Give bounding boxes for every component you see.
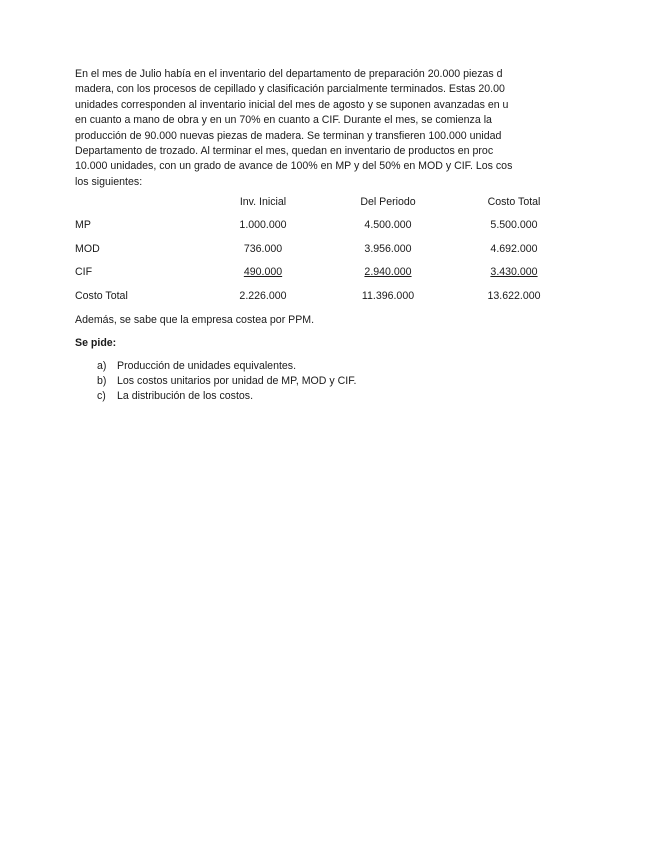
table-row xyxy=(75,219,540,242)
cell-value: 3.956.000 xyxy=(364,242,412,255)
table-row xyxy=(75,266,540,289)
header-inv-inicial: Inv. Inicial xyxy=(239,196,287,208)
cell-value: 4.692.000 xyxy=(490,242,538,255)
cell-value: 2.940.000 xyxy=(364,266,412,279)
row-label: CIF xyxy=(75,266,93,279)
row-label: MP xyxy=(75,219,91,232)
paragraph-line: unidades corresponden al inventario inicial del mes de agosto y se suponen avanzadas en u xyxy=(75,98,509,111)
list-text: Los costos unitarios por unidad de MP, MOD y CIF. xyxy=(117,375,357,388)
row-label: MOD xyxy=(75,242,100,255)
method-note: Además, se sabe que la empresa costea por PPM. xyxy=(75,314,315,326)
row-label: Costo Total xyxy=(75,289,128,302)
cell-value: 3.430.000 xyxy=(490,266,538,279)
cell-value: 736.000 xyxy=(243,242,283,255)
list-marker: a) xyxy=(97,360,107,372)
list-marker: c) xyxy=(97,390,106,403)
list-marker: b) xyxy=(97,375,107,388)
problem-paragraph xyxy=(75,67,540,190)
paragraph-line: Departamento de trozado. Al terminar el mes, quedan en inventario de productos en proc xyxy=(75,144,494,157)
paragraph-line: En el mes de Julio había en el inventario del departamento de preparación 20.000 piezas d xyxy=(75,68,503,80)
paragraph-line: los siguientes: xyxy=(75,175,143,188)
list-text: Producción de unidades equivalentes. xyxy=(117,360,297,372)
cell-value: 2.226.000 xyxy=(239,289,287,302)
list-text: La distribución de los costos. xyxy=(117,390,254,403)
cell-value: 5.500.000 xyxy=(490,219,538,232)
table-row xyxy=(75,243,540,266)
cost-table xyxy=(75,196,540,313)
paragraph-line: en cuanto a mano de obra y en un 70% en cuanto a CIF. Durante el mes, se comienza la xyxy=(75,114,492,127)
cell-value: 13.622.000 xyxy=(487,289,541,302)
cell-value: 4.500.000 xyxy=(364,219,412,232)
paragraph-line: madera, con los procesos de cepillado y clasificación parcialmente terminados. Estas 20.00 xyxy=(75,83,505,96)
header-del-periodo: Del Periodo xyxy=(360,196,416,208)
table-header-row xyxy=(75,196,540,219)
cell-value: 1.000.000 xyxy=(239,219,287,232)
paragraph-line: 10.000 unidades, con un grado de avance de 100% en MP y del 50% en MOD y CIF. Los cos xyxy=(75,160,513,173)
cell-value: 11.396.000 xyxy=(361,289,415,302)
paragraph-line: producción de 90.000 nuevas piezas de madera. Se terminan y transfieren 100.000 unidad xyxy=(75,129,502,142)
header-costo-total: Costo Total xyxy=(487,196,541,208)
se-pide-heading: Se pide: xyxy=(75,337,117,349)
cell-value: 490.000 xyxy=(243,266,283,279)
table-row-total xyxy=(75,290,540,313)
